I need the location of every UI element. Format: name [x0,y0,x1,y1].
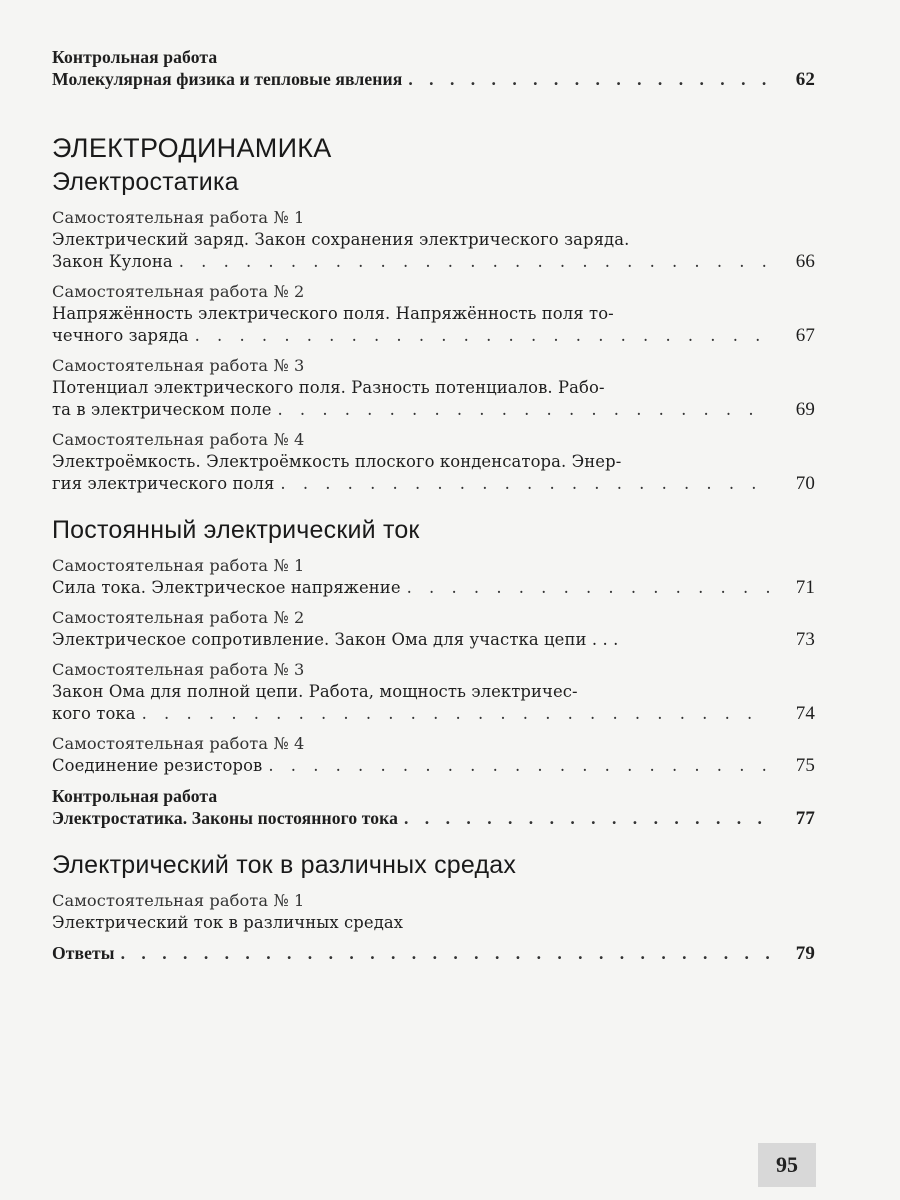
toc-entry-label: Самостоятельная работа № 1 [52,208,305,227]
toc-entry[interactable] [52,429,815,495]
subsection-title: Постоянный электрический ток [52,516,420,544]
section-title: ЭЛЕКТРОДИНАМИКА [52,133,332,163]
toc-entry[interactable] [52,207,815,273]
toc-entry-title: Ответы [52,943,115,963]
toc-entry[interactable] [52,607,815,651]
leader-dots [278,399,770,421]
toc-entry-title: Электрический ток в различных средах [52,913,404,932]
toc-entry-title: Сила тока. Электрическое напряжение [52,578,401,597]
leader-dots [408,68,769,90]
toc-entry-page: 69 [795,399,815,420]
toc-entry-title: Потенциал электрического поля. Разность потенциалов. Рабо- [52,378,605,397]
toc-entry-page: 73 [795,629,815,650]
toc-entry-title: Электроёмкость. Электроёмкость плоского конденсатора. Энер- [52,452,622,471]
toc-entry-label: Контрольная работа [52,786,218,806]
toc-entry[interactable] [52,659,815,725]
toc-entry-page: 79 [795,943,815,964]
toc-entry-page: 66 [795,251,815,272]
toc-entry[interactable] [52,785,815,830]
toc-entry-title: Закон Кулона [52,252,173,271]
toc-entry-label: Самостоятельная работа № 1 [52,891,305,910]
leader-dots [268,755,769,777]
toc-entry-label: Самостоятельная работа № 2 [52,282,305,301]
toc-entry-label: Самостоятельная работа № 3 [52,356,305,375]
toc-entry[interactable] [52,733,815,777]
subsection-title: Электростатика [52,168,239,196]
toc-entry[interactable] [52,942,815,965]
toc-entry-title: Напряжённость электрического поля. Напряжённость поля то- [52,304,614,323]
toc-entry-title: Электрический заряд. Закон сохранения электрического заряда. [52,230,630,249]
toc-entry-title: та в электрическом поле [52,400,272,419]
page-number: 95 [758,1143,816,1187]
table-of-contents [52,46,815,965]
toc-entry-title: Электростатика. Законы постоянного тока [52,808,398,828]
leader-dots [195,325,769,347]
toc-entry-label: Самостоятельная работа № 1 [52,556,305,575]
toc-entry-label: Самостоятельная работа № 4 [52,734,305,753]
toc-entry-title: чечного заряда [52,326,189,345]
toc-entry-page: 74 [795,703,815,724]
toc-entry-page: 71 [795,577,815,598]
toc-entry-label: Самостоятельная работа № 3 [52,660,305,679]
toc-entry[interactable] [52,355,815,421]
toc-entry-page: 75 [795,755,815,776]
toc-entry[interactable] [52,890,815,934]
toc-entry-title: гия электрического поля [52,474,275,493]
toc-entry-label: Самостоятельная работа № 2 [52,608,305,627]
toc-entry-page: 77 [795,808,815,829]
subsection-title: Электрический ток в различных средах [52,851,517,879]
toc-entry[interactable] [52,46,815,91]
toc-entry-title: Молекулярная физика и тепловые явления [52,69,403,89]
toc-entry-title: Закон Ома для полной цепи. Работа, мощность электричес- [52,682,578,701]
toc-entry-title: кого тока [52,704,136,723]
toc-entry[interactable] [52,555,815,599]
toc-entry-page: 62 [795,69,815,90]
toc-entry-page: 70 [795,473,815,494]
toc-entry[interactable] [52,281,815,347]
toc-entry-label: Контрольная работа [52,47,218,67]
leader-dots [280,473,769,495]
leader-dots [179,251,769,273]
leader-dots [407,577,769,599]
toc-entry-label: Самостоятельная работа № 4 [52,430,305,449]
toc-entry-title: Электрическое сопротивление. Закон Ома для участка цепи . . . [52,630,619,649]
leader-dots [404,807,769,829]
toc-entry-page: 67 [795,325,815,346]
leader-dots [142,703,769,725]
toc-entry-title: Соединение резисторов [52,756,263,775]
leader-dots [121,942,769,964]
